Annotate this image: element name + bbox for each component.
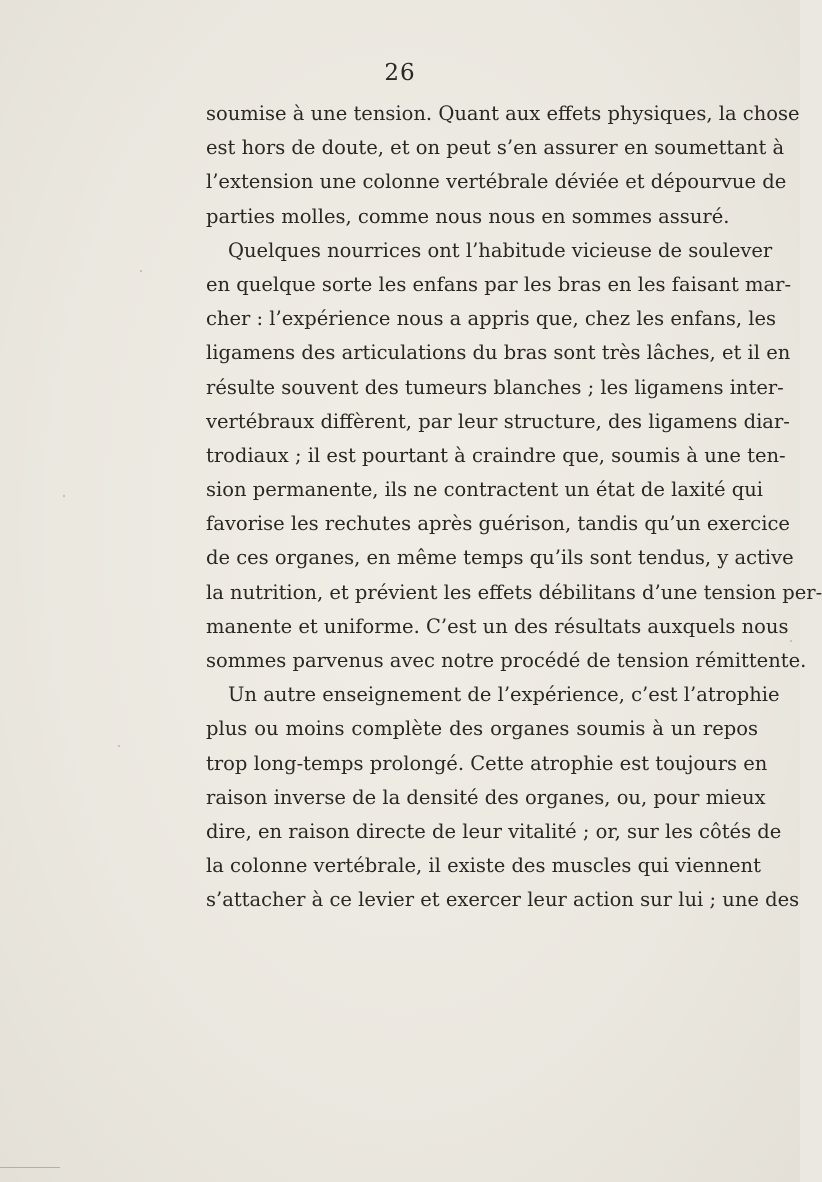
text-line: la nutrition, et prévient les effets débilitans d’une tension per- — [206, 580, 822, 604]
text-line: sion permanente, ils ne contractent un état de laxité qui — [206, 478, 764, 502]
text-line: Un autre enseignement de l’expérience, c’est l’atrophie — [228, 683, 780, 707]
paper-speck — [118, 745, 120, 747]
text-line: ligamens des articulations du bras sont très lâches, et il en — [206, 341, 791, 365]
paper-speck — [790, 640, 792, 642]
paper-speck — [140, 270, 142, 272]
text-line: est hors de doute, et on peut s’en assurer en soumettant à — [206, 136, 785, 160]
text-line: l’extension une colonne vertébrale déviée et dépourvue de — [206, 170, 787, 194]
body-text — [206, 97, 822, 918]
text-line: s’attacher à ce levier et exercer leur action sur lui ; une des — [206, 888, 800, 912]
text-line: de ces organes, en même temps qu’ils sont tendus, y active — [206, 546, 794, 570]
text-line: cher : l’expérience nous a appris que, chez les enfans, les — [206, 307, 777, 331]
text-line: soumise à une tension. Quant aux effets physiques, la chose — [206, 102, 800, 125]
text-line: raison inverse de la densité des organes, ou, pour mieux — [206, 785, 766, 809]
text-line: dire, en raison directe de leur vitalité ; or, sur les côtés de — [206, 819, 782, 843]
text-line: trop long-temps prolongé. Cette atrophie est toujours en — [206, 751, 768, 775]
text-line: manente et uniforme. C’est un des résultats auxquels nous — [206, 614, 789, 638]
text-line: la colonne vertébrale, il existe des muscles qui viennent — [206, 854, 761, 878]
text-line: favorise les rechutes après guérison, tandis qu’un exercice — [206, 512, 790, 536]
text-line: Quelques nourrices ont l’habitude vicieuse de soulever — [228, 238, 773, 262]
text-line: trodiaux ; il est pourtant à craindre que, soumis à une ten- — [206, 443, 786, 467]
text-line: vertébraux diffèrent, par leur structure, des ligamens diar- — [206, 409, 790, 433]
text-line: sommes parvenus avec notre procédé de tension rémittente. — [206, 649, 807, 672]
paper-speck — [63, 495, 65, 497]
page-edge-mark — [0, 1167, 60, 1168]
page-number: 26 — [384, 60, 416, 86]
text-line: plus ou moins complète des organes soumis à un repos — [206, 717, 758, 741]
text-line: en quelque sorte les enfans par les bras en les faisant mar- — [206, 272, 792, 296]
text-line: parties molles, comme nous nous en sommes assuré. — [206, 204, 730, 228]
text-line: résulte souvent des tumeurs blanches ; les ligamens inter- — [206, 375, 784, 399]
